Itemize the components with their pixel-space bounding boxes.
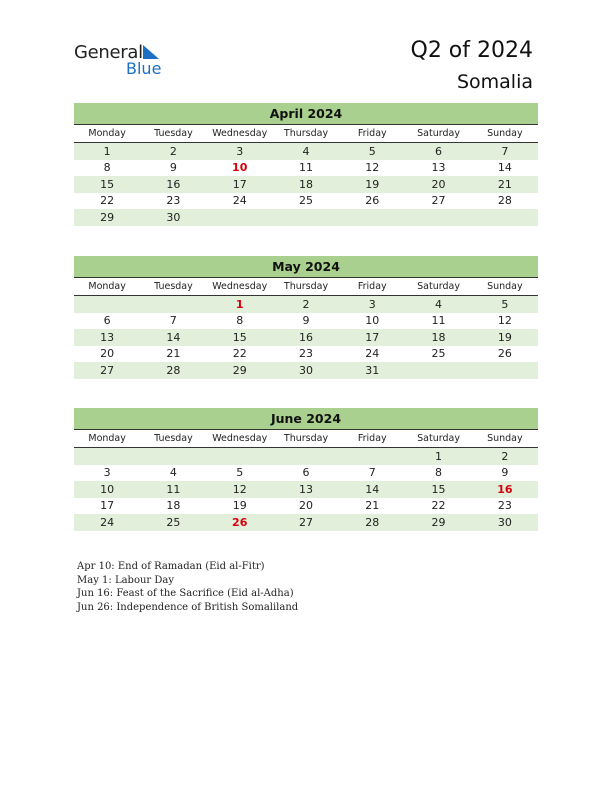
day-cell: 6 xyxy=(405,143,471,160)
empty-day-cell xyxy=(273,448,339,465)
week-row xyxy=(74,176,538,193)
week-row xyxy=(74,209,538,226)
weekday-header: Sunday xyxy=(472,430,538,448)
day-cell: 19 xyxy=(232,499,247,513)
empty-day-cell xyxy=(140,296,206,313)
day-cell: 28 xyxy=(339,514,405,531)
country-name: Somalia xyxy=(456,71,533,93)
day-cell: 30 xyxy=(140,209,206,226)
month-april xyxy=(74,103,538,226)
day-cell: 6 xyxy=(103,314,111,328)
weekday-header: Thursday xyxy=(273,278,339,296)
logo-flag-icon xyxy=(141,44,161,60)
calendar-grid xyxy=(74,430,538,531)
day-cell: 15 xyxy=(405,481,471,498)
day-cell: 4 xyxy=(169,466,177,480)
day-cell: 21 xyxy=(472,176,538,193)
month-may xyxy=(74,256,538,379)
weekday-header: Wednesday xyxy=(207,278,273,296)
holiday-note: May 1: Labour Day xyxy=(77,574,174,586)
day-cell: 22 xyxy=(232,347,247,361)
empty-day-cell xyxy=(273,209,339,226)
day-cell: 7 xyxy=(472,143,538,160)
week-row xyxy=(74,346,538,363)
day-cell: 5 xyxy=(236,466,244,480)
day-cell: 15 xyxy=(207,329,273,346)
empty-day-cell xyxy=(405,209,471,226)
day-cell: 6 xyxy=(302,466,310,480)
day-cell: 17 xyxy=(339,329,405,346)
day-cell: 9 xyxy=(169,161,177,175)
holiday-note: Jun 26: Independence of British Somaliland xyxy=(77,601,299,613)
weekday-header: Monday xyxy=(74,278,140,296)
day-cell: 7 xyxy=(169,314,177,328)
day-cell: 14 xyxy=(497,161,512,175)
weekday-header: Wednesday xyxy=(207,125,273,143)
day-cell: 5 xyxy=(472,296,538,313)
day-cell: 18 xyxy=(273,176,339,193)
day-cell: 21 xyxy=(166,347,181,361)
day-cell: 28 xyxy=(497,194,512,208)
brand-blue-text: Blue xyxy=(126,59,162,78)
day-cell: 25 xyxy=(140,514,206,531)
day-cell: 29 xyxy=(207,362,273,379)
calendar-grid xyxy=(74,125,538,226)
weekday-header: Tuesday xyxy=(140,125,206,143)
empty-day-cell xyxy=(207,448,273,465)
weekday-header: Monday xyxy=(74,430,140,448)
day-cell: 16 xyxy=(472,481,538,498)
month-title: June 2024 xyxy=(74,408,538,430)
empty-day-cell xyxy=(472,209,538,226)
quarter-title: Q2 of 2024 xyxy=(410,38,533,63)
day-cell: 27 xyxy=(74,362,140,379)
empty-day-cell xyxy=(472,362,538,379)
week-row xyxy=(74,193,538,210)
day-cell: 4 xyxy=(405,296,471,313)
day-cell: 2 xyxy=(273,296,339,313)
day-cell: 22 xyxy=(100,194,115,208)
day-cell: 12 xyxy=(365,161,380,175)
day-cell: 5 xyxy=(339,143,405,160)
month-title: May 2024 xyxy=(74,256,538,278)
day-cell: 26 xyxy=(207,514,273,531)
day-cell: 29 xyxy=(74,209,140,226)
day-cell: 30 xyxy=(273,362,339,379)
day-cell: 2 xyxy=(472,448,538,465)
weekday-header: Wednesday xyxy=(207,430,273,448)
holiday-note: Apr 10: End of Ramadan (Eid al-Fitr) xyxy=(77,561,265,572)
week-row xyxy=(74,313,538,330)
day-cell: 12 xyxy=(497,314,512,328)
month-title: April 2024 xyxy=(74,103,538,125)
week-row xyxy=(74,448,538,465)
empty-day-cell xyxy=(339,448,405,465)
day-cell: 16 xyxy=(273,329,339,346)
week-row xyxy=(74,296,538,313)
day-cell: 8 xyxy=(435,466,443,480)
day-cell: 28 xyxy=(140,362,206,379)
day-cell: 27 xyxy=(273,514,339,531)
day-cell: 1 xyxy=(207,296,273,313)
weekday-header: Tuesday xyxy=(140,430,206,448)
day-cell: 31 xyxy=(339,362,405,379)
calendar-grid xyxy=(74,278,538,379)
day-cell: 9 xyxy=(302,314,310,328)
empty-day-cell xyxy=(405,362,471,379)
week-row xyxy=(74,329,538,346)
day-cell: 19 xyxy=(472,329,538,346)
weekday-header: Saturday xyxy=(405,430,471,448)
day-cell: 19 xyxy=(339,176,405,193)
empty-day-cell xyxy=(74,296,140,313)
day-cell: 30 xyxy=(472,514,538,531)
empty-day-cell xyxy=(140,448,206,465)
holiday-notes xyxy=(77,560,298,614)
day-cell: 20 xyxy=(100,347,115,361)
day-cell: 25 xyxy=(431,347,446,361)
weekday-header: Friday xyxy=(339,430,405,448)
day-cell: 24 xyxy=(365,347,380,361)
day-cell: 10 xyxy=(365,314,380,328)
day-cell: 3 xyxy=(339,296,405,313)
day-cell: 8 xyxy=(236,314,244,328)
day-cell: 8 xyxy=(103,161,111,175)
week-row xyxy=(74,481,538,498)
day-cell: 26 xyxy=(497,347,512,361)
day-cell: 4 xyxy=(273,143,339,160)
weekday-header: Tuesday xyxy=(140,278,206,296)
day-cell: 25 xyxy=(298,194,313,208)
week-row xyxy=(74,160,538,177)
weekday-header: Sunday xyxy=(472,125,538,143)
day-cell: 26 xyxy=(365,194,380,208)
empty-day-cell xyxy=(339,209,405,226)
day-cell: 17 xyxy=(207,176,273,193)
day-cell: 7 xyxy=(368,466,376,480)
day-cell: 22 xyxy=(431,499,446,513)
weekday-header: Saturday xyxy=(405,278,471,296)
weekday-header: Monday xyxy=(74,125,140,143)
day-cell: 14 xyxy=(140,329,206,346)
day-cell: 18 xyxy=(166,499,181,513)
weekday-header: Saturday xyxy=(405,125,471,143)
day-cell: 23 xyxy=(497,499,512,513)
day-cell: 11 xyxy=(298,161,313,175)
weekday-header: Sunday xyxy=(472,278,538,296)
day-cell: 23 xyxy=(166,194,181,208)
day-cell: 13 xyxy=(431,161,446,175)
day-cell: 2 xyxy=(140,143,206,160)
day-cell: 17 xyxy=(100,499,115,513)
day-cell: 24 xyxy=(232,194,247,208)
day-cell: 3 xyxy=(103,466,111,480)
day-cell: 24 xyxy=(74,514,140,531)
weekday-header: Thursday xyxy=(273,125,339,143)
empty-day-cell xyxy=(207,209,273,226)
day-cell: 11 xyxy=(431,314,446,328)
day-cell: 1 xyxy=(405,448,471,465)
day-cell: 15 xyxy=(74,176,140,193)
day-cell: 20 xyxy=(298,499,313,513)
day-cell: 13 xyxy=(273,481,339,498)
day-cell: 20 xyxy=(405,176,471,193)
month-june xyxy=(74,408,538,531)
weekday-header: Thursday xyxy=(273,430,339,448)
day-cell: 27 xyxy=(431,194,446,208)
day-cell: 1 xyxy=(74,143,140,160)
day-cell: 23 xyxy=(298,347,313,361)
week-row xyxy=(74,465,538,482)
day-cell: 3 xyxy=(207,143,273,160)
brand-logo xyxy=(74,42,174,82)
day-cell: 21 xyxy=(365,499,380,513)
day-cell: 10 xyxy=(74,481,140,498)
day-cell: 18 xyxy=(405,329,471,346)
empty-day-cell xyxy=(74,448,140,465)
brand-general-text: General xyxy=(74,42,143,63)
week-row xyxy=(74,362,538,379)
day-cell: 11 xyxy=(140,481,206,498)
day-cell: 14 xyxy=(339,481,405,498)
holiday-note: Jun 16: Feast of the Sacrifice (Eid al-Adha) xyxy=(77,588,294,599)
day-cell: 13 xyxy=(74,329,140,346)
weekday-header: Friday xyxy=(339,125,405,143)
day-cell: 29 xyxy=(405,514,471,531)
day-cell: 12 xyxy=(207,481,273,498)
day-cell: 16 xyxy=(140,176,206,193)
week-row xyxy=(74,143,538,160)
week-row xyxy=(74,514,538,531)
week-row xyxy=(74,498,538,515)
weekday-header: Friday xyxy=(339,278,405,296)
day-cell: 9 xyxy=(501,466,509,480)
day-cell: 10 xyxy=(232,161,248,175)
